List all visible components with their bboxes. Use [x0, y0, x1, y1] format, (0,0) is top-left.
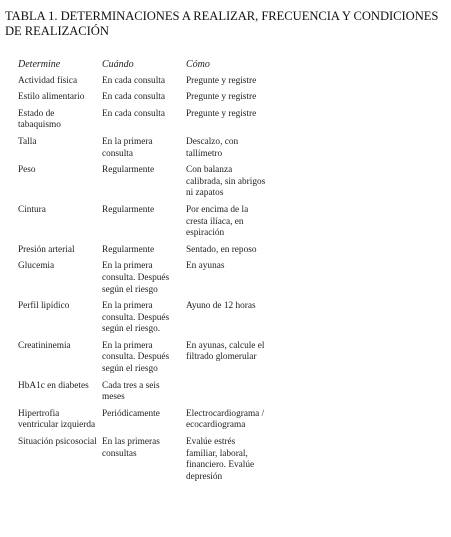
como-cell	[182, 165, 451, 205]
cuando-cell-text: En cada consulta	[102, 92, 165, 103]
como-cell	[182, 301, 451, 341]
como-cell-text: Descalzo, con tallímetro	[186, 136, 239, 159]
como-cell	[182, 341, 451, 381]
determine-cell-text: Estilo alimentario	[18, 92, 85, 103]
determine-cell	[14, 205, 98, 245]
como-cell-text: Electrocardiograma / ecocardiograma	[186, 408, 265, 431]
determinations-table	[14, 59, 451, 488]
table-row	[14, 437, 451, 488]
cuando-cell-text: Cada tres a seis meses	[102, 380, 160, 403]
table-row	[14, 261, 451, 301]
cuando-cell-text: En la primera consulta	[102, 136, 153, 159]
cuando-cell-text: En la primera consulta. Después según el riesgo	[102, 340, 170, 375]
determine-cell-text: Situación psicosocial	[18, 437, 97, 448]
como-cell	[182, 205, 451, 245]
como-cell-text: Ayuno de 12 horas	[186, 301, 256, 312]
cuando-cell	[98, 92, 182, 109]
como-cell	[182, 261, 451, 301]
cuando-cell-text: Periódicamente	[102, 408, 160, 419]
como-cell-text: Pregunte y registre	[186, 92, 257, 103]
table-title: TABLA 1. DETERMINACIONES A REALIZAR, FRECUENCIA Y CONDICIONES DE REALIZACIÓN	[5, 9, 439, 38]
determine-cell-text: Glucemia	[18, 261, 55, 272]
como-cell-text: Con balanza calibrada, sin abrigos ni zapatos	[186, 165, 266, 199]
cuando-cell-text: En las primeras consultas	[102, 437, 160, 459]
determine-cell-text: Talla	[18, 136, 37, 147]
table-row	[14, 137, 451, 165]
determine-cell	[14, 409, 98, 437]
como-cell-text: Evalúe estrés familiar, laboral, financiero. Evalúe depresión	[186, 437, 255, 482]
header-cuando: Cuándo	[102, 59, 134, 70]
como-cell	[182, 76, 451, 93]
cuando-cell-text: En cada consulta	[102, 75, 165, 86]
cuando-cell	[98, 137, 182, 165]
determine-cell	[14, 341, 98, 381]
como-cell-text: Pregunte y registre	[186, 75, 257, 86]
table-row	[14, 245, 451, 262]
como-cell-text: Pregunte y registre	[186, 108, 257, 119]
cuando-cell	[98, 261, 182, 301]
table-row	[14, 409, 451, 437]
determine-cell-text: Cintura	[18, 204, 46, 215]
determine-cell	[14, 165, 98, 205]
table-row	[14, 341, 451, 381]
table-row	[14, 92, 451, 109]
cuando-cell	[98, 381, 182, 409]
determine-cell-text: Actividad física	[18, 75, 78, 86]
table-row	[14, 381, 451, 409]
cuando-cell-text: En la primera consulta. Después según el riesgo.	[102, 301, 170, 335]
determine-cell	[14, 301, 98, 341]
determine-cell	[14, 76, 98, 93]
cuando-cell	[98, 245, 182, 262]
cuando-cell-text: Regularmente	[102, 204, 155, 215]
determine-cell-text: Peso	[18, 165, 36, 176]
cuando-cell-text: Regularmente	[102, 165, 155, 176]
como-cell	[182, 409, 451, 437]
determine-cell-text: Hipertrofia ventricular izquierda	[18, 408, 96, 431]
como-cell-text: En ayunas, calcule el filtrado glomerular	[186, 340, 265, 363]
determine-cell-text: Creatininemia	[18, 340, 71, 351]
como-cell-text: Sentado, en reposo	[186, 244, 257, 255]
table-body	[14, 76, 451, 489]
determine-cell-text: HbA1c en diabetes	[18, 380, 89, 391]
header-como: Cómo	[186, 59, 210, 70]
determine-cell	[14, 261, 98, 301]
cuando-cell	[98, 341, 182, 381]
cuando-cell	[98, 76, 182, 93]
como-cell	[182, 245, 451, 262]
determine-cell-text: Presión arterial	[18, 244, 75, 255]
determine-cell-text: Estado de tabaquismo	[18, 108, 61, 131]
como-cell	[182, 381, 451, 409]
table-row	[14, 301, 451, 341]
cuando-cell	[98, 109, 182, 137]
table-row	[14, 205, 451, 245]
table-header-row	[14, 59, 451, 76]
como-cell	[182, 137, 451, 165]
table-row	[14, 109, 451, 137]
cuando-cell	[98, 409, 182, 437]
cuando-cell	[98, 205, 182, 245]
como-cell	[182, 109, 451, 137]
determine-cell	[14, 437, 98, 488]
determine-cell	[14, 381, 98, 409]
determine-cell	[14, 109, 98, 137]
table-row	[14, 76, 451, 93]
table-row	[14, 165, 451, 205]
cuando-cell-text: En la primera consulta. Después según el riesgo	[102, 261, 170, 295]
cuando-cell	[98, 301, 182, 341]
como-cell	[182, 92, 451, 109]
determine-cell	[14, 245, 98, 262]
cuando-cell-text: En cada consulta	[102, 108, 165, 119]
determine-cell-text: Perfil lipídico	[18, 301, 70, 312]
header-determine: Determine	[18, 59, 61, 70]
como-cell-text: Por encima de la cresta ilíaca, en espiración	[186, 204, 249, 239]
cuando-cell	[98, 165, 182, 205]
determine-cell	[14, 92, 98, 109]
cuando-cell	[98, 437, 182, 488]
determine-cell	[14, 137, 98, 165]
cuando-cell-text: Regularmente	[102, 244, 155, 255]
como-cell	[182, 437, 451, 488]
como-cell-text: En ayunas	[186, 261, 225, 272]
